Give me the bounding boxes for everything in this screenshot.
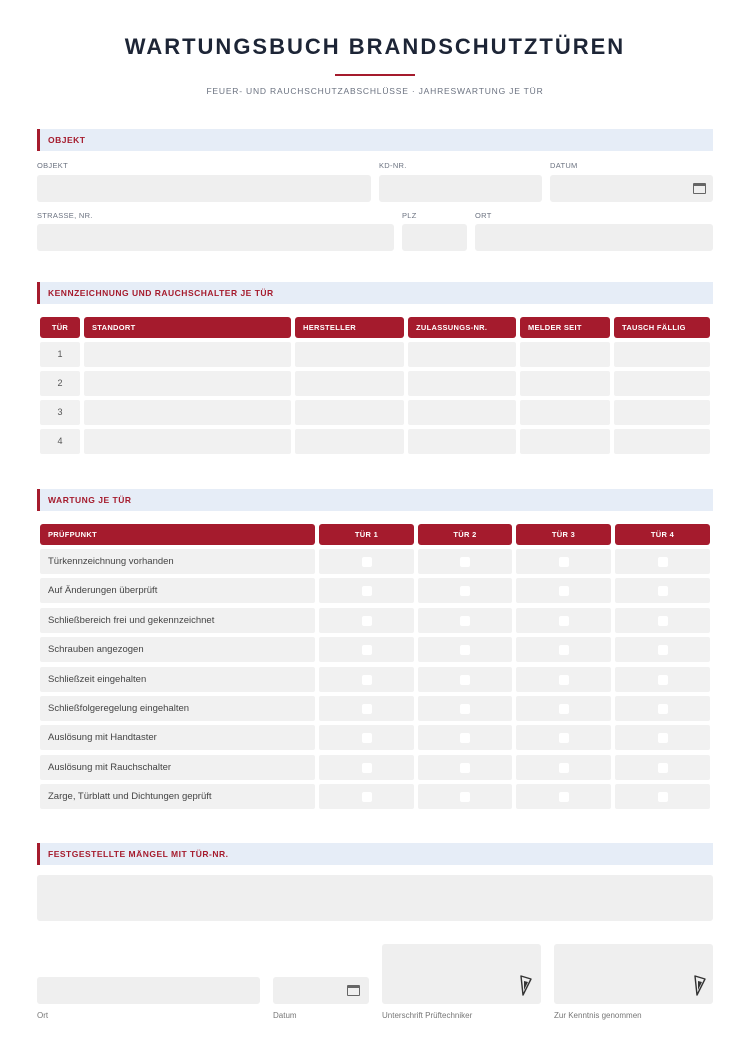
table-input-cell[interactable] <box>614 342 710 367</box>
checkbox-cell <box>418 784 512 809</box>
pruefpunkt-label: Schrauben angezogen <box>40 637 315 662</box>
signature-kenntnis-box[interactable] <box>554 944 713 1004</box>
checkbox-cell <box>319 549 414 574</box>
wartung-checkbox[interactable] <box>559 704 569 714</box>
document-title: WARTUNGSBUCH BRANDSCHUTZTÜREN <box>124 34 626 59</box>
table-input-cell[interactable] <box>520 400 610 425</box>
checkbox-cell <box>418 608 512 633</box>
wartung-checkbox[interactable] <box>658 645 668 655</box>
wartung-checkbox[interactable] <box>658 763 668 773</box>
pruefpunkt-label: Türkennzeichnung vorhanden <box>40 549 315 574</box>
wartung-checkbox[interactable] <box>362 616 372 626</box>
checkbox-cell <box>516 755 611 780</box>
table-input-cell[interactable] <box>84 342 291 367</box>
plz-input[interactable] <box>402 224 467 251</box>
checkbox-cell <box>319 725 414 750</box>
kdnr-label: KD-NR. <box>379 161 407 170</box>
wartung-checkbox[interactable] <box>658 733 668 743</box>
checkbox-cell <box>516 608 611 633</box>
col-header-pruefpunkt: PRÜFPUNKT <box>40 524 315 545</box>
plz-label: PLZ <box>402 211 417 220</box>
wartung-checkbox[interactable] <box>559 733 569 743</box>
tuer-number-cell: 1 <box>40 342 80 367</box>
checkbox-cell <box>418 725 512 750</box>
checkbox-cell <box>319 667 414 692</box>
checkbox-cell <box>418 637 512 662</box>
wartung-checkbox[interactable] <box>559 586 569 596</box>
calendar-icon[interactable] <box>347 985 360 996</box>
checkbox-cell <box>615 725 710 750</box>
col-header-zulassungsnr: ZULASSUNGS-NR. <box>408 317 516 338</box>
pruefpunkt-label: Auslösung mit Handtaster <box>40 725 315 750</box>
datum-signature-input[interactable] <box>273 977 369 1004</box>
wartung-checkbox[interactable] <box>362 645 372 655</box>
checkbox-cell <box>615 784 710 809</box>
checkbox-cell <box>319 608 414 633</box>
kdnr-input[interactable] <box>379 175 542 202</box>
table-input-cell[interactable] <box>408 400 516 425</box>
section-wartung-header: WARTUNG JE TÜR <box>37 489 713 511</box>
table-input-cell[interactable] <box>614 371 710 396</box>
col-header-melder-seit: MELDER SEIT <box>520 317 610 338</box>
wartung-checkbox[interactable] <box>362 675 372 685</box>
table-input-cell[interactable] <box>408 429 516 454</box>
datum-footer-label: Datum <box>273 1011 297 1020</box>
wartung-checkbox[interactable] <box>362 704 372 714</box>
col-header-tuer-1: TÜR 1 <box>319 524 414 545</box>
objekt-input[interactable] <box>37 175 371 202</box>
col-header-tuer-4: TÜR 4 <box>615 524 710 545</box>
checkbox-cell <box>516 667 611 692</box>
col-header-tuer-2: TÜR 2 <box>418 524 512 545</box>
pen-icon <box>519 975 533 997</box>
kenntnis-footer-label: Zur Kenntnis genommen <box>554 1011 642 1020</box>
wartung-checkbox[interactable] <box>658 704 668 714</box>
pruefpunkt-label: Schließzeit eingehalten <box>40 667 315 692</box>
wartung-checkbox[interactable] <box>559 557 569 567</box>
table-input-cell[interactable] <box>295 342 404 367</box>
wartung-checkbox[interactable] <box>658 557 668 567</box>
wartung-checkbox[interactable] <box>460 645 470 655</box>
checkbox-cell <box>615 696 710 721</box>
section-kennzeichnung-header: KENNZEICHNUNG UND RAUCHSCHALTER JE TÜR <box>37 282 713 304</box>
wartung-checkbox[interactable] <box>460 557 470 567</box>
pruefpunkt-label: Schließfolgeregelung eingehalten <box>40 696 315 721</box>
wartung-checkbox[interactable] <box>658 675 668 685</box>
datum-input[interactable] <box>550 175 713 202</box>
wartung-checkbox[interactable] <box>658 616 668 626</box>
strasse-label: STRASSE, NR. <box>37 211 93 220</box>
table-input-cell[interactable] <box>614 400 710 425</box>
table-input-cell[interactable] <box>84 400 291 425</box>
table-input-cell[interactable] <box>295 400 404 425</box>
table-input-cell[interactable] <box>408 371 516 396</box>
table-input-cell[interactable] <box>295 429 404 454</box>
checkbox-cell <box>615 667 710 692</box>
wartung-checkbox[interactable] <box>460 586 470 596</box>
wartung-checkbox[interactable] <box>559 645 569 655</box>
wartung-checkbox[interactable] <box>559 792 569 802</box>
ort-footer-label: Ort <box>37 1011 49 1020</box>
table-input-cell[interactable] <box>614 429 710 454</box>
datum-label: DATUM <box>550 161 578 170</box>
tuer-number-cell: 4 <box>40 429 80 454</box>
pruefpunkt-label: Auslösung mit Rauchschalter <box>40 755 315 780</box>
unterschrift-footer-label: Unterschrift Prüftechniker <box>382 1011 473 1020</box>
ort-input[interactable] <box>475 224 713 251</box>
wartung-checkbox[interactable] <box>559 763 569 773</box>
pruefpunkt-label: Auf Änderungen überprüft <box>40 578 315 603</box>
table-input-cell[interactable] <box>520 371 610 396</box>
checkbox-cell <box>418 667 512 692</box>
table-input-cell[interactable] <box>408 342 516 367</box>
checkbox-cell <box>319 637 414 662</box>
maengel-textarea[interactable] <box>37 875 713 921</box>
ort-label: ORT <box>475 211 492 220</box>
checkbox-cell <box>418 696 512 721</box>
wartung-checkbox[interactable] <box>460 616 470 626</box>
tuer-number-cell: 2 <box>40 371 80 396</box>
title-divider <box>335 74 415 76</box>
checkbox-cell <box>615 608 710 633</box>
checkbox-cell <box>516 578 611 603</box>
table-input-cell[interactable] <box>84 371 291 396</box>
wartung-checkbox[interactable] <box>460 675 470 685</box>
strasse-input[interactable] <box>37 224 394 251</box>
table-input-cell[interactable] <box>295 371 404 396</box>
document-subtitle: FEUER- UND RAUCHSCHUTZABSCHLÜSSE · JAHRESWARTUNG JE TÜR <box>206 86 544 96</box>
col-header-tausch-faellig: TAUSCH FÄLLIG <box>614 317 710 338</box>
checkbox-cell <box>615 637 710 662</box>
section-maengel-header: FESTGESTELLTE MÄNGEL MIT TÜR-NR. <box>37 843 713 865</box>
checkbox-cell <box>418 549 512 574</box>
checkbox-cell <box>615 755 710 780</box>
checkbox-cell <box>615 549 710 574</box>
col-header-tuer: TÜR <box>40 317 80 338</box>
checkbox-cell <box>418 755 512 780</box>
checkbox-cell <box>516 549 611 574</box>
wartung-checkbox[interactable] <box>559 675 569 685</box>
wartung-checkbox[interactable] <box>460 792 470 802</box>
checkbox-cell <box>516 784 611 809</box>
calendar-icon[interactable] <box>693 183 706 194</box>
wartung-checkbox[interactable] <box>460 763 470 773</box>
wartung-checkbox[interactable] <box>362 792 372 802</box>
wartung-checkbox[interactable] <box>362 733 372 743</box>
checkbox-cell <box>418 578 512 603</box>
tuer-number-cell: 3 <box>40 400 80 425</box>
checkbox-cell <box>516 696 611 721</box>
wartung-checkbox[interactable] <box>362 763 372 773</box>
pruefpunkt-label: Zarge, Türblatt und Dichtungen geprüft <box>40 784 315 809</box>
checkbox-cell <box>319 696 414 721</box>
table-input-cell[interactable] <box>520 342 610 367</box>
col-header-tuer-3: TÜR 3 <box>516 524 611 545</box>
section-objekt-header: OBJEKT <box>37 129 713 151</box>
col-header-hersteller: HERSTELLER <box>295 317 404 338</box>
wartung-checkbox[interactable] <box>559 616 569 626</box>
checkbox-cell <box>319 784 414 809</box>
checkbox-cell <box>319 578 414 603</box>
table-input-cell[interactable] <box>520 429 610 454</box>
wartung-checkbox[interactable] <box>658 792 668 802</box>
checkbox-cell <box>615 578 710 603</box>
signature-prueftechniker-box[interactable] <box>382 944 541 1004</box>
checkbox-cell <box>516 637 611 662</box>
checkbox-cell <box>319 755 414 780</box>
wartung-checkbox[interactable] <box>460 733 470 743</box>
objekt-label: OBJEKT <box>37 161 68 170</box>
ort-signature-input[interactable] <box>37 977 260 1004</box>
table-input-cell[interactable] <box>84 429 291 454</box>
wartung-checkbox[interactable] <box>658 586 668 596</box>
wartung-checkbox[interactable] <box>460 704 470 714</box>
pruefpunkt-label: Schließbereich frei und gekennzeichnet <box>40 608 315 633</box>
checkbox-cell <box>516 725 611 750</box>
wartung-checkbox[interactable] <box>362 557 372 567</box>
pen-icon <box>693 975 707 997</box>
wartung-checkbox[interactable] <box>362 586 372 596</box>
col-header-standort: STANDORT <box>84 317 291 338</box>
